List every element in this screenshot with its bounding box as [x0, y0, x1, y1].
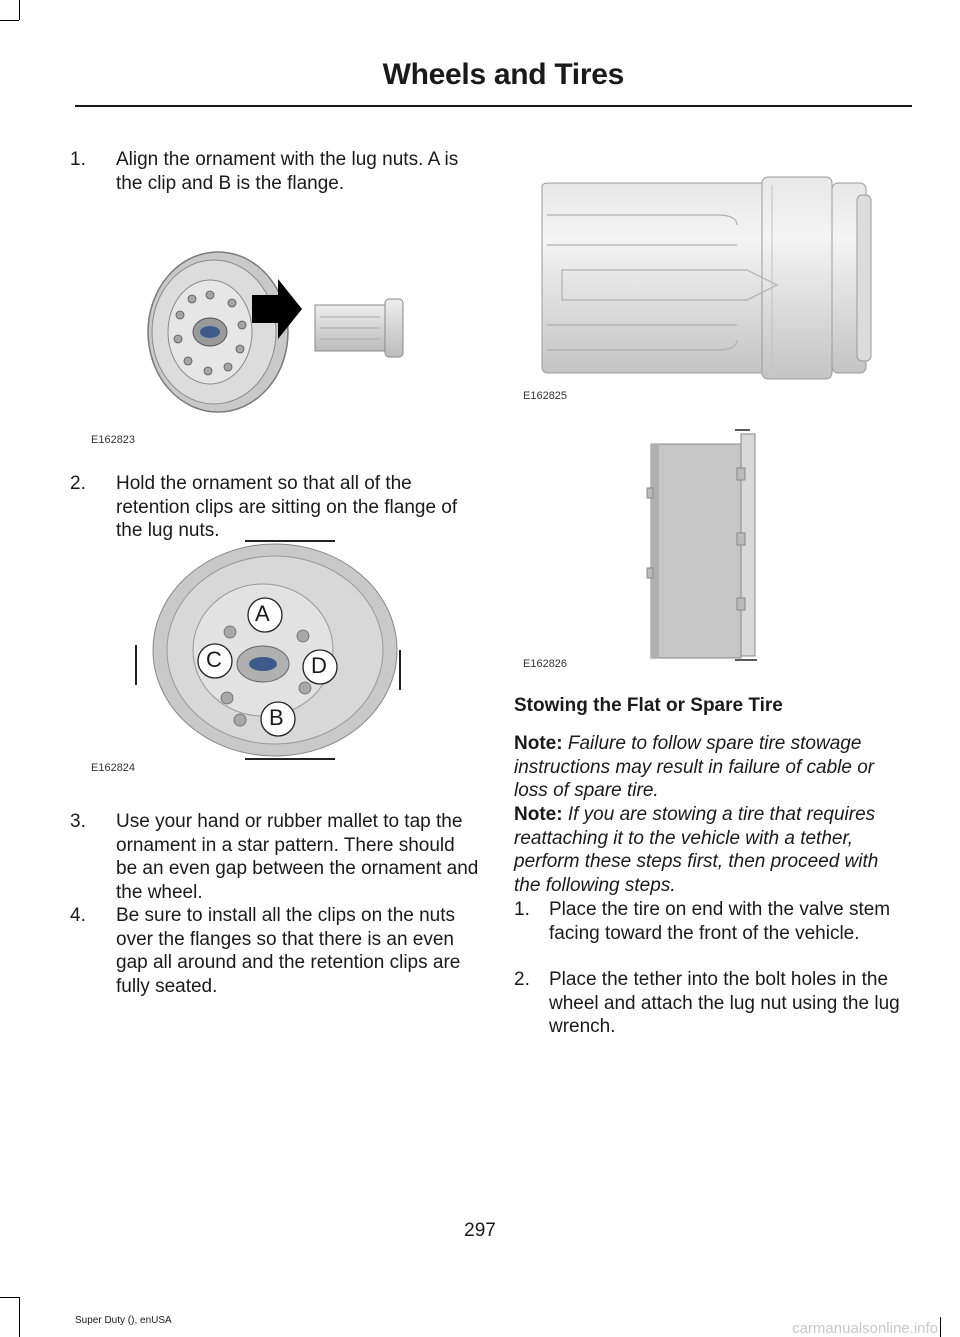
watermark: carmanualsonline.info — [792, 1320, 938, 1337]
page-number: 297 — [464, 1220, 496, 1241]
figure-clip-profile — [645, 428, 765, 664]
figure-code: E162826 — [523, 658, 568, 670]
note-label: Note: — [514, 804, 563, 825]
figure-code: E162824 — [91, 762, 136, 774]
section-title: Stowing the Flat or Spare Tire — [514, 695, 783, 716]
step-text: Align the ornament with the lug nuts. A is the clip and B is the flange. — [116, 149, 459, 194]
step-text: Place the tire on end with the valve stem facing toward the front of the vehicle. — [549, 899, 891, 944]
figure-code: E162823 — [91, 434, 136, 446]
callout-label-b: B — [269, 705, 284, 730]
step-text: Be sure to install all the clips on the nuts over the flanges so that there is an even gap all around and the retention clips are fully seated. — [116, 905, 461, 997]
note-1 — [514, 732, 910, 803]
step-number: 1. — [70, 149, 86, 170]
callout-label-a: A — [255, 601, 270, 626]
step-4 — [70, 904, 480, 998]
crop-mark — [19, 1297, 20, 1337]
page-title: Wheels and Tires — [382, 58, 624, 91]
doc-info: Super Duty (), enUSA — [75, 1315, 172, 1326]
crop-mark — [19, 0, 20, 20]
stow-step-2 — [514, 968, 910, 1039]
step-number: 2. — [514, 969, 530, 990]
step-number: 3. — [70, 811, 86, 832]
step-number: 1. — [514, 899, 530, 920]
note-label: Note: — [514, 733, 563, 754]
note-text: If you are stowing a tire that requires reattaching it to the vehicle with a tether, perform these steps first, then proceed with the following steps. — [514, 804, 879, 896]
step-number: 4. — [70, 905, 86, 926]
step-number: 2. — [70, 473, 86, 494]
header-rule — [75, 105, 912, 107]
callout-label-c: C — [206, 647, 222, 672]
step-3 — [70, 810, 480, 904]
step-text: Place the tether into the bolt holes in the wheel and attach the lug nut using the lug wrench. — [549, 969, 900, 1037]
step-2 — [70, 472, 480, 543]
note-2 — [514, 803, 910, 897]
crop-mark — [0, 1297, 19, 1298]
note-text: Failure to follow spare tire stowage instructions may result in failure of cable or loss of spare tire. — [514, 733, 875, 801]
figure-wheel-and-ornament — [140, 245, 420, 420]
step-text: Use your hand or rubber mallet to tap the ornament in a star pattern. There should be an even gap between the ornament and the wheel. — [116, 811, 479, 903]
step-text: Hold the ornament so that all of the retention clips are sitting on the flange of the lug nuts. — [116, 473, 458, 541]
stow-step-1 — [514, 898, 910, 945]
callout-label-d: D — [311, 653, 327, 678]
figure-code: E162825 — [523, 390, 568, 402]
figure-ornament-side-view — [537, 175, 882, 385]
crop-mark — [940, 1317, 941, 1337]
step-1 — [70, 148, 480, 195]
crop-mark — [0, 20, 19, 21]
